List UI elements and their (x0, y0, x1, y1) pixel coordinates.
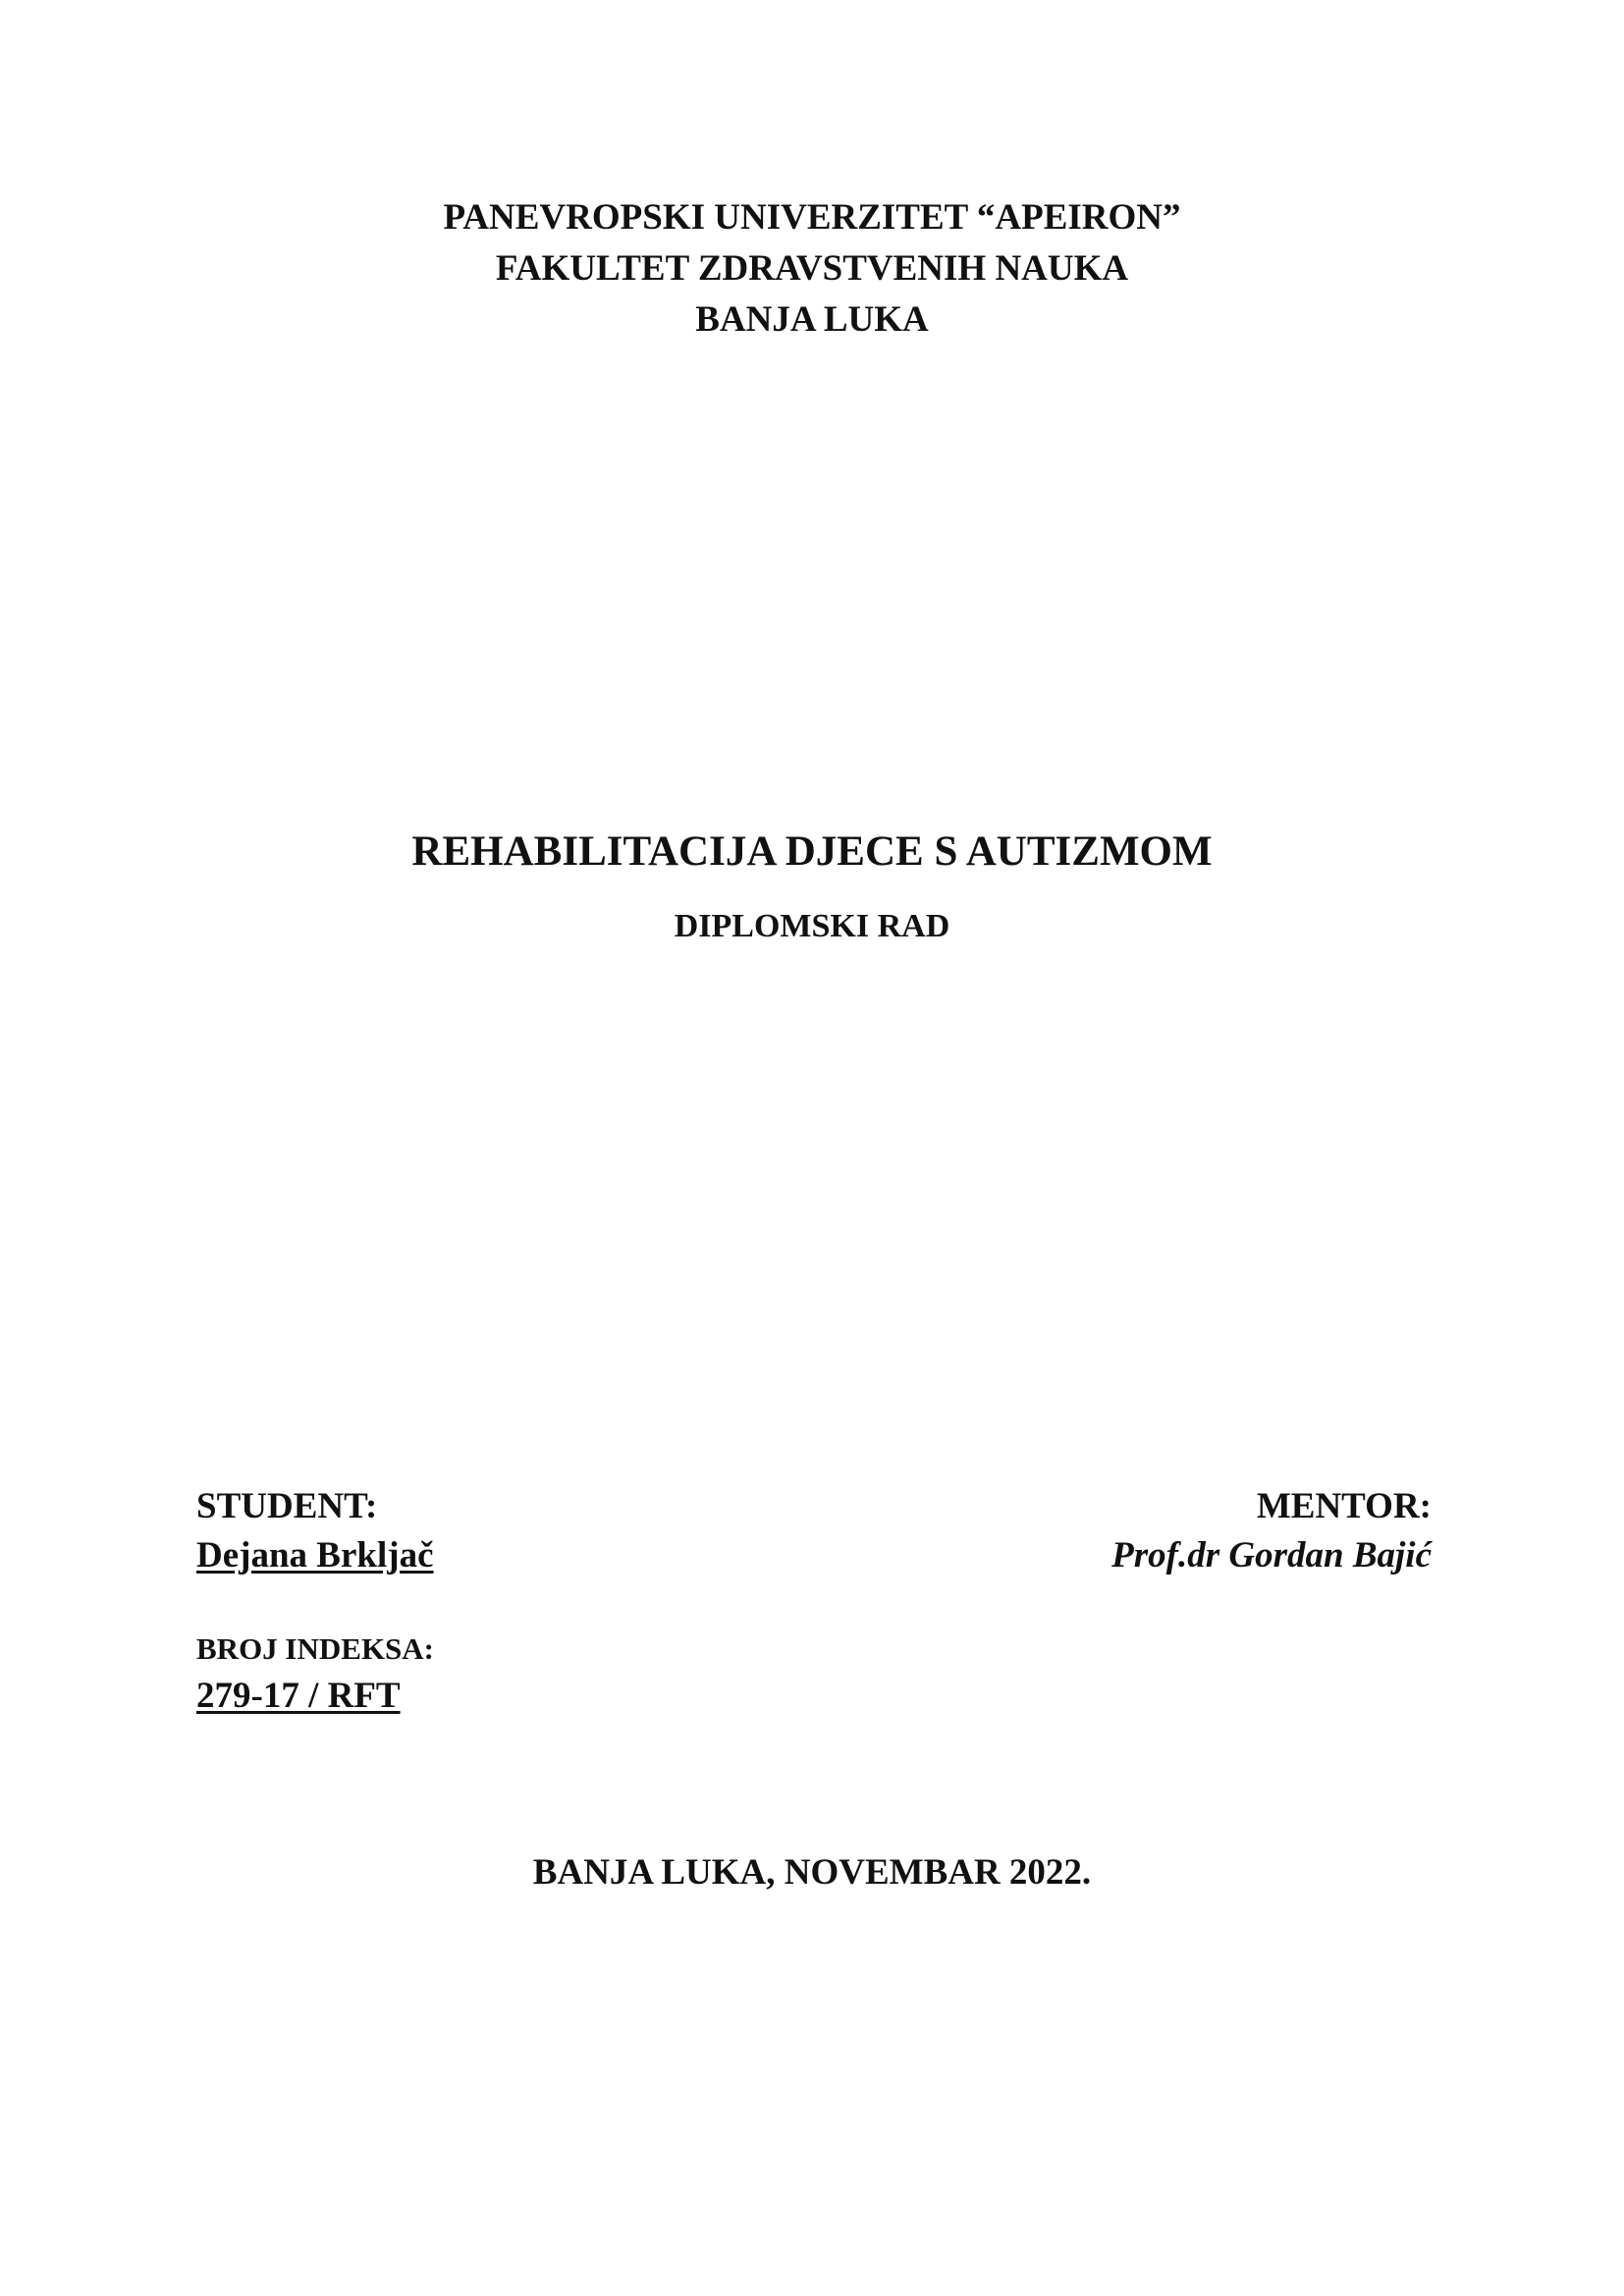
faculty-name: FAKULTET ZDRAVSTVENIH NAUKA (495, 248, 1129, 289)
thesis-title: REHABILITACIJA DJECE S AUTIZMOM (411, 828, 1213, 875)
mentor-label: MENTOR: (1256, 1486, 1432, 1526)
thesis-type: DIPLOMSKI RAD (674, 908, 950, 944)
student-label: STUDENT: (196, 1486, 378, 1526)
mentor-block (1111, 1482, 1432, 1580)
index-number: 279-17 / RFT (196, 1676, 401, 1716)
institution-header (0, 192, 1624, 346)
student-name: Dejana Brkljač (196, 1535, 434, 1575)
index-block (196, 1626, 434, 1720)
place-date: BANJA LUKA, NOVEMBAR 2022. (532, 1852, 1092, 1893)
student-block (196, 1482, 434, 1580)
mentor-name: Prof.dr Gordan Bajić (1111, 1535, 1432, 1575)
city-name: BANJA LUKA (695, 299, 929, 340)
index-label: BROJ INDEKSA: (196, 1631, 435, 1666)
university-name: PANEVROPSKI UNIVERZITET “APEIRON” (443, 197, 1181, 238)
